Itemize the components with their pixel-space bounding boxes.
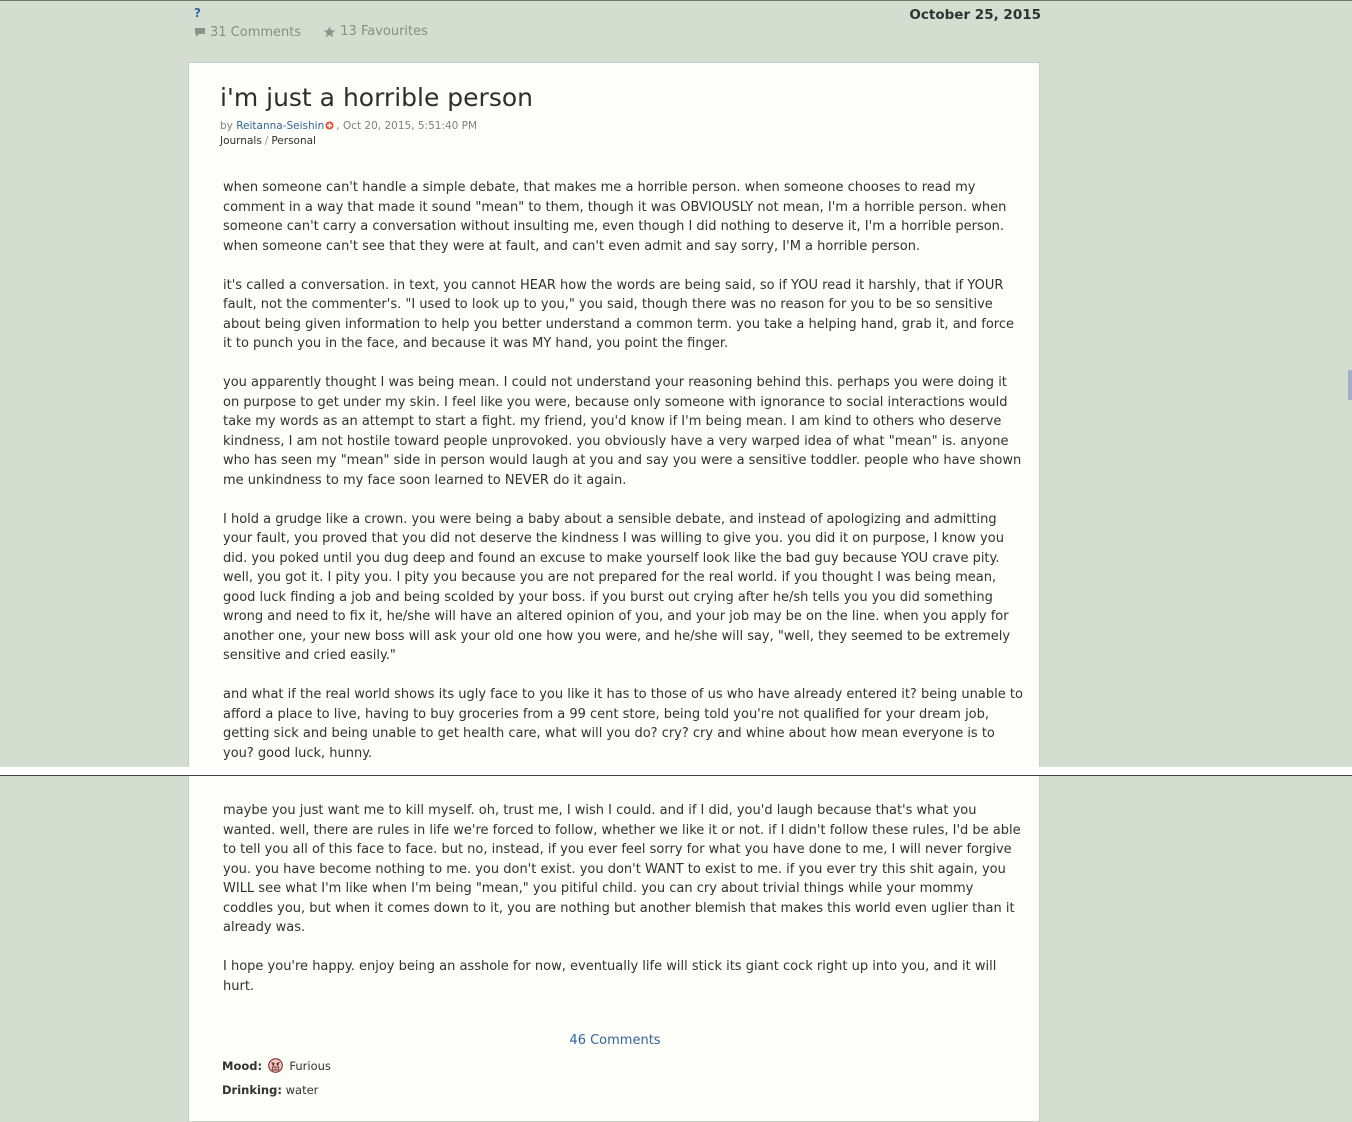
breadcrumb bbox=[220, 135, 316, 147]
comments-link[interactable]: 46 Comments bbox=[569, 1033, 661, 1048]
comments-stat[interactable] bbox=[194, 25, 301, 40]
top-border bbox=[0, 0, 1352, 1]
mood-row bbox=[222, 1058, 331, 1073]
journal-timestamp: , Oct 20, 2015, 5:51:40 PM bbox=[336, 120, 478, 132]
journal-card bbox=[188, 62, 1040, 1122]
breadcrumb-journals[interactable]: Journals bbox=[220, 135, 262, 147]
mood-label: Mood: bbox=[222, 1059, 263, 1073]
breadcrumb-separator: / bbox=[264, 135, 269, 147]
mood-value: Furious bbox=[289, 1059, 331, 1073]
breadcrumb-personal[interactable]: Personal bbox=[271, 135, 316, 147]
star-icon bbox=[323, 26, 336, 38]
by-label: by bbox=[220, 120, 233, 132]
journal-byline bbox=[220, 120, 477, 132]
scrollbar-thumb[interactable] bbox=[1348, 370, 1352, 400]
favourites-stat[interactable] bbox=[323, 24, 428, 39]
favourites-count: 13 Favourites bbox=[340, 24, 428, 39]
journal-paragraph: I hope you're happy. enjoy being an asshole for now, eventually life will stick its giant cock right up into you, and it will hurt. bbox=[223, 959, 997, 994]
journal-paragraph: I hold a grudge like a crown. you were being a baby about a sensible debate, and instead of apologizing and admitting your fault, you proved that you did not deserve the kindness I was willing to give you. you did it on purpose, I know you did. you poked until you dug deep and found an excuse to make yourself look like the bad guy because YOU crave pity. well, you got it. I pity you. I pity you because you are not prepared for the real world. if you thought I was being mean, good luck finding a job and being scolded by your boss. if you burst out crying after he/sh tells you you did something wrong and need to fix it, he/she will have an altered opinion of you, and your job may be on the line. when you apply for another one, your new boss will ask your old one how you were, and he/she will say, "well, they seemed to be extremely sensitive and cried easily." bbox=[223, 511, 1011, 663]
journal-paragraph: maybe you just want me to kill myself. oh, trust me, I wish I could. and if I did, you'd laugh because that's what you wanted. well, there are rules in life we're forced to follow, whether we like it or not. if I didn't follow these rules, I'd be able to tell you all of this face to face. but no, instead, if you ever feel sorry for what you have done to me, I will never forgive you. you have become nothing to me. you don't exist. you don't WANT to exist to me. if you ever try this shit again, you WILL see what I'm like when I'm being "mean," you pitiful child. you can cry about trivial things while your mommy coddles you, but when it comes down to it, you are nothing but another blemish that makes this world even uglier than it already was. bbox=[223, 803, 1021, 935]
speech-bubble-icon bbox=[194, 27, 206, 38]
journal-date: October 25, 2015 bbox=[909, 7, 1041, 23]
drinking-label: Drinking: bbox=[222, 1083, 282, 1097]
comments-count: 31 Comments bbox=[210, 24, 302, 40]
journal-body bbox=[223, 178, 1026, 1016]
furious-face-icon bbox=[268, 1058, 283, 1073]
deviation-stats bbox=[194, 24, 446, 42]
help-link[interactable]: ? bbox=[194, 6, 201, 20]
journal-title: i'm just a horrible person bbox=[220, 83, 533, 112]
journal-paragraph: and what if the real world shows its ugly face to you like it has to those of us who have already entered it? being unable to afford a place to live, having to buy groceries from a 99 cent store, being told you're not qualified for your dream job, getting sick and being unable to get health care, what will you do? cry? cry and whine about how mean everyone is to you? good luck, hunny. bbox=[223, 687, 1023, 761]
drinking-value: water bbox=[285, 1083, 319, 1097]
screenshot-seam bbox=[0, 767, 1352, 776]
author-link[interactable]: Reitanna-Seishin bbox=[236, 120, 325, 132]
journal-paragraph: when someone can't handle a simple debate, that makes me a horrible person. when someone chooses to read my comment in a way that made it sound "mean" to them, though it was OBVIOUSLY not mean, I'm a horrible person. when someone can't carry a conversation without insulting me, even though I did nothing to deserve it, I'm a horrible person. when someone can't see that they were at fault, and can't even admit and say sorry, I'M a horrible person. bbox=[223, 180, 1007, 254]
drinking-row bbox=[222, 1083, 318, 1097]
journal-paragraph: you apparently thought I was being mean. I could not understand your reasoning behind this. perhaps you were doing it on purpose to get under my skin. I feel like you were, because only someone with ignorance to social interactions would take my words as an attempt to start a fight. my friend, you'd know if I'm being mean. I am kind to others who deserve kindness, I am not hostile toward people unprovoked. you obviously have a very warped idea of what "mean" is. anyone who has seen my "mean" side in person would laugh at you and say you were a sensitive toddler. people who have shown me unkindness to my face soon learned to NEVER do it again. bbox=[223, 375, 1022, 488]
premium-badge-icon bbox=[325, 121, 334, 130]
journal-paragraph: it's called a conversation. in text, you cannot HEAR how the words are being said, so if YOU read it harshly, that if YOUR fault, not the commenter's. "I used to look up to you," you said, though there was no reason for you to be so sensitive about being given information to help you better understand a common term. you take a helping hand, grab it, and force it to punch you in the face, and because it was MY hand, you point the finger. bbox=[223, 277, 1015, 351]
